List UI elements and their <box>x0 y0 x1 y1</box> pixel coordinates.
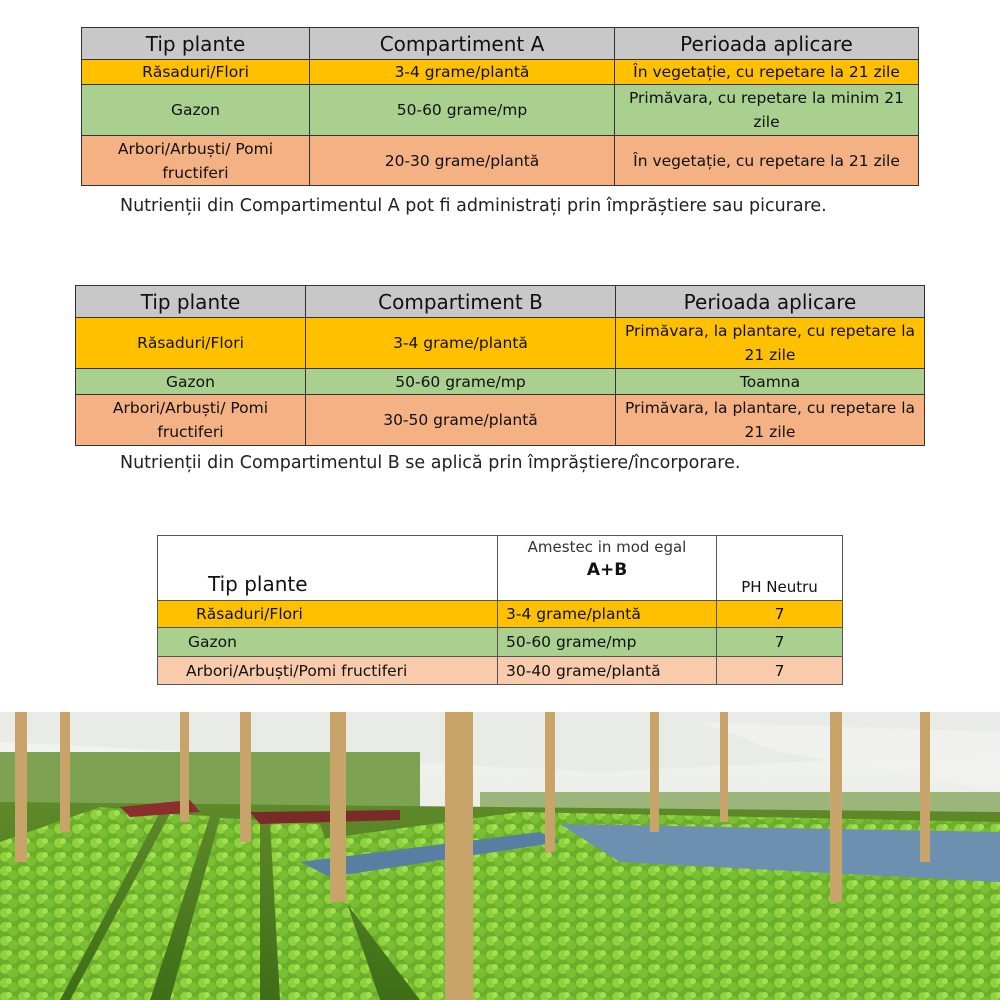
header-tip-plante: Tip plante <box>76 286 306 318</box>
table-cell: Arbori/Arbuști/ Pomi fructiferi <box>82 136 310 186</box>
header-amestec-sub: A+B <box>586 560 628 580</box>
table-cell: Gazon <box>158 628 498 657</box>
compartment-a-table <box>81 27 919 186</box>
table-cell: Primăvara, la plantare, cu repetare la 21 zile <box>616 395 925 446</box>
header-amestec <box>498 536 717 601</box>
table-cell: Răsaduri/Flori <box>76 318 306 369</box>
table-cell: 7 <box>717 657 843 685</box>
header-compartiment-a: Compartiment A <box>310 28 615 60</box>
table-cell: Toamna <box>616 369 925 395</box>
table-cell: În vegetație, cu repetare la 21 zile <box>615 136 919 186</box>
table-cell: În vegetație, cu repetare la 21 zile <box>615 60 919 85</box>
header-compartiment-b: Compartiment B <box>306 286 616 318</box>
table-cell: Gazon <box>76 369 306 395</box>
header-ph-neutru: PH Neutru <box>717 536 843 601</box>
table-cell: 3-4 grame/plantă <box>310 60 615 85</box>
compartment-a-note: Nutrienții din Compartimentul A pot fi administrați prin împrăștiere sau picurare. <box>120 196 827 216</box>
table-cell: 20-30 grame/plantă <box>310 136 615 186</box>
compartment-b-table <box>75 285 925 446</box>
table-cell: 50-60 grame/mp <box>498 628 717 657</box>
compartment-b-note: Nutrienții din Compartimentul B se aplică prin împrăștiere/încorporare. <box>120 453 741 473</box>
header-perioada-aplicare: Perioada aplicare <box>616 286 925 318</box>
table-cell: Răsaduri/Flori <box>82 60 310 85</box>
table-cell: 30-50 grame/plantă <box>306 395 616 446</box>
table-cell: 50-60 grame/mp <box>310 85 615 136</box>
header-tip-plante: Tip plante <box>158 536 498 601</box>
table-cell: 50-60 grame/mp <box>306 369 616 395</box>
table-cell: 7 <box>717 601 843 628</box>
table-cell: Arbori/Arbuști/ Pomi fructiferi <box>76 395 306 446</box>
table-cell: 30-40 grame/plantă <box>498 657 717 685</box>
table-cell: Primăvara, cu repetare la minim 21 zile <box>615 85 919 136</box>
header-perioada-aplicare: Perioada aplicare <box>615 28 919 60</box>
header-tip-plante: Tip plante <box>82 28 310 60</box>
table-cell: 3-4 grame/plantă <box>306 318 616 369</box>
mixture-table <box>157 535 843 685</box>
greenhouse-photo <box>0 712 1000 1000</box>
table-cell: Răsaduri/Flori <box>158 601 498 628</box>
table-cell: 7 <box>717 628 843 657</box>
table-cell: Arbori/Arbuști/Pomi fructiferi <box>158 657 498 685</box>
table-cell: 3-4 grame/plantă <box>498 601 717 628</box>
table-cell: Gazon <box>82 85 310 136</box>
header-amestec-label: Amestec in mod egal <box>527 538 687 556</box>
table-cell: Primăvara, la plantare, cu repetare la 21 zile <box>616 318 925 369</box>
